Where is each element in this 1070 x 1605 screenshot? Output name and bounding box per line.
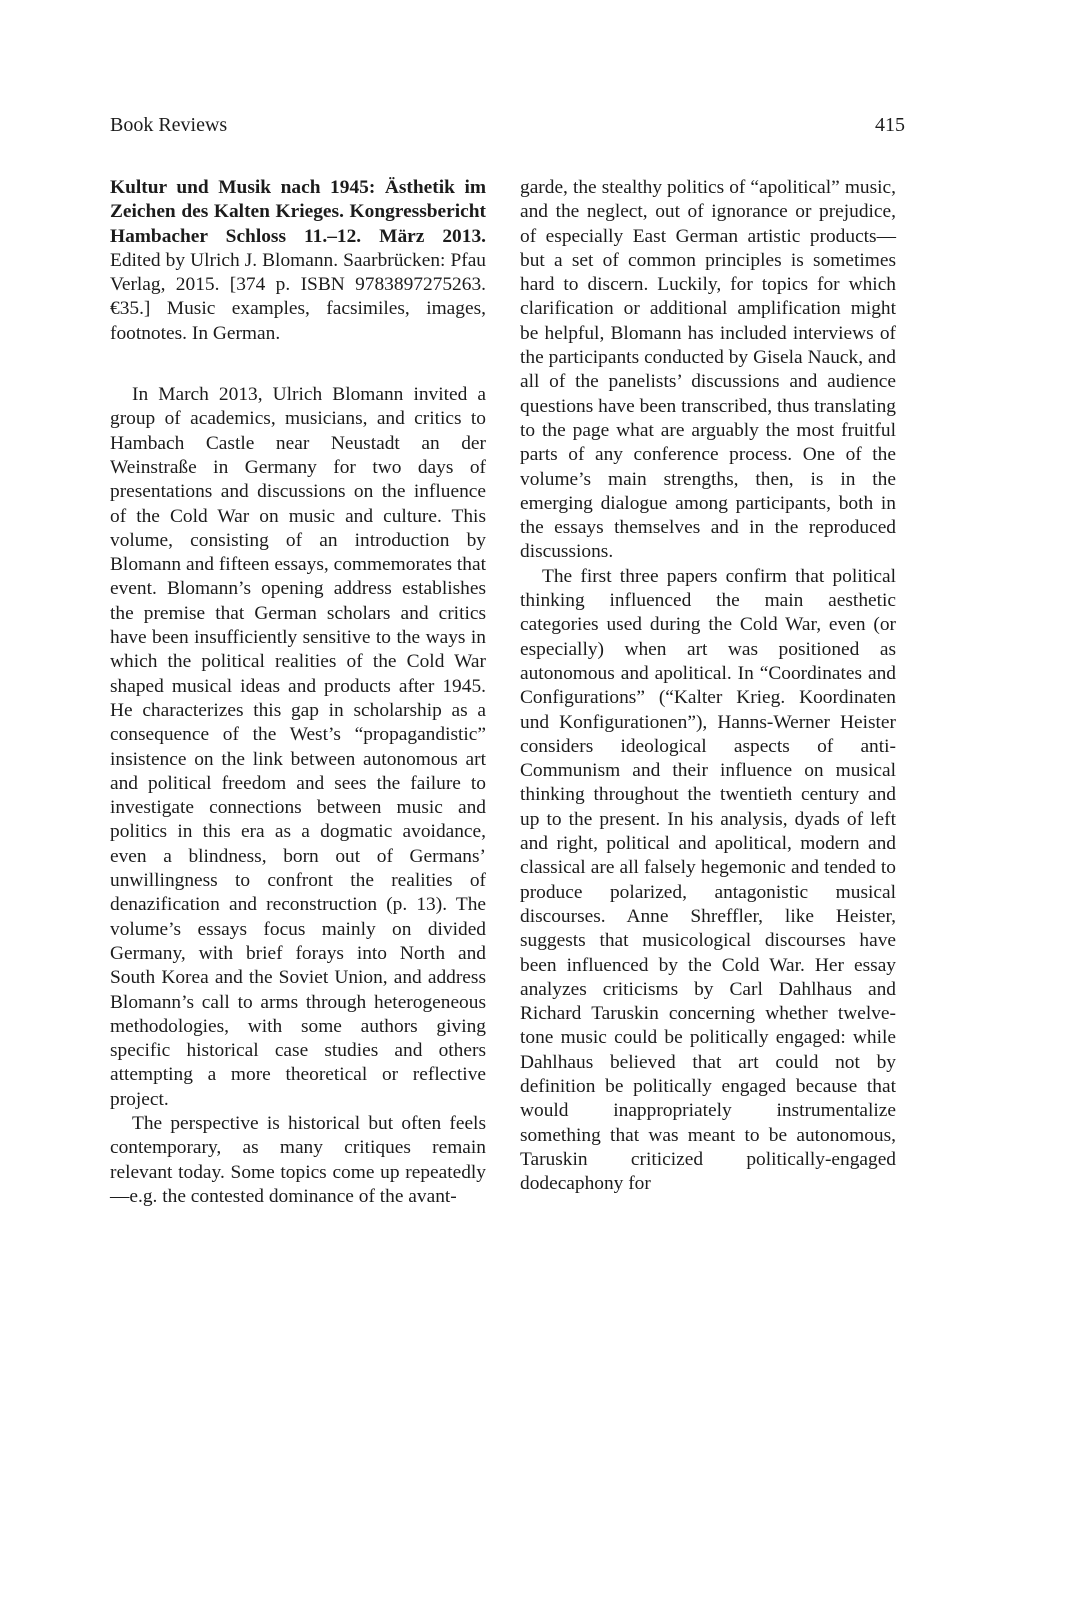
book-details: Edited by Ulrich J. Blomann. Saarbrücken: Pfau Verlag, 2015. [374 p. ISBN 9783897275263. €35.] Music examples, facsimiles, images, footnotes. In German. bbox=[110, 249, 486, 344]
book-title: Kultur und Musik nach 1945: Ästhetik im Zeichen des Kalten Krieges. Kongressbericht Hambacher Schloss 11.–12. März 2013. bbox=[110, 177, 486, 247]
review-paragraph-3: The first three papers confirm that political thinking influenced the main aesthetic categories used during the Cold War, even (or especially) when art was positioned as autonomous and apolitical. In “Coordinates and Configurations” (“Kalter Krieg. Koordinaten und Konfigurationen”), Hanns-Werner Heister considers ideological aspects of anti-Communism and their influence on musical thinking throughout the twentieth century and up to the present. In his analysis, dyads of left and right, political and apolitical, modern and classical are all falsely hegemonic and tended to produce polarized, antagonistic musical discourses. Anne Shreffler, like Heister, suggests that musicological discourses have been influenced by the Cold War. Her essay analyzes criticisms by Carl Dahlhaus and Richard Taruskin concerning whether twelve-tone music could be politically engaged: while Dahlhaus believed that art could not by definition be politically engaged because that would inappropriately instrumentalize something that was meant to be autonomous, Taruskin criticized politically-engaged dodecaphony for bbox=[520, 565, 896, 1195]
book-citation bbox=[110, 176, 486, 346]
page-number: 415 bbox=[875, 114, 905, 136]
left-column bbox=[110, 176, 486, 1209]
review-paragraph-2: The perspective is historical but often feels contemporary, as many critiques remain relevant today. Some topics come up repeatedly—e.g. the contested dominance of the avant- bbox=[110, 1112, 486, 1207]
section-title: Book Reviews bbox=[110, 114, 228, 136]
right-column bbox=[520, 176, 896, 1196]
review-paragraph-1: In March 2013, Ulrich Blomann invited a group of academics, musicians, and critics to Hambach Castle near Neustadt an der Weinstraße in Germany for two days of presentations and discussions on the influence of the Cold War on music and culture. This volume, consisting of an introduction by Blomann and fifteen essays, commemorates that event. Blomann’s opening address establishes the premise that German scholars and critics have been insufficiently sensitive to the ways in which the political realities of the Cold War shaped musical ideas and products after 1945. He characterizes this gap in scholarship as a consequence of the West’s “propagandistic” insistence on the link between autonomous art and political freedom and sees the failure to investigate connections between music and politics in this era as a dogmatic avoidance, even a blindness, born out of Germans’ unwillingness to confront the realities of denazification and reconstruction (p. 13). The volume’s essays focus mainly on divided Germany, with brief forays into North and South Korea and the Soviet Union, and address Blomann’s call to arms through heterogeneous methodologies, with some authors giving specific historical case studies and others attempting a more theoretical or reflective project. bbox=[110, 384, 486, 1110]
review-paragraph-2-continued: garde, the stealthy politics of “apolitical” music, and the neglect, out of ignorance or prejudice, of especially East German artistic products—but a set of common principles is sometimes hard to discern. Luckily, for topics for which clarification or additional amplification might be helpful, Blomann has included interviews of the participants conducted by Gisela Nauck, and all of the panelists’ discussions and audience questions have been transcribed, thus translating to the page what are arguably the most fruitful parts of any conference process. One of the volume’s main strengths, then, is in the emerging dialogue among participants, both in the essays themselves and in the reproduced discussions. bbox=[520, 177, 896, 563]
